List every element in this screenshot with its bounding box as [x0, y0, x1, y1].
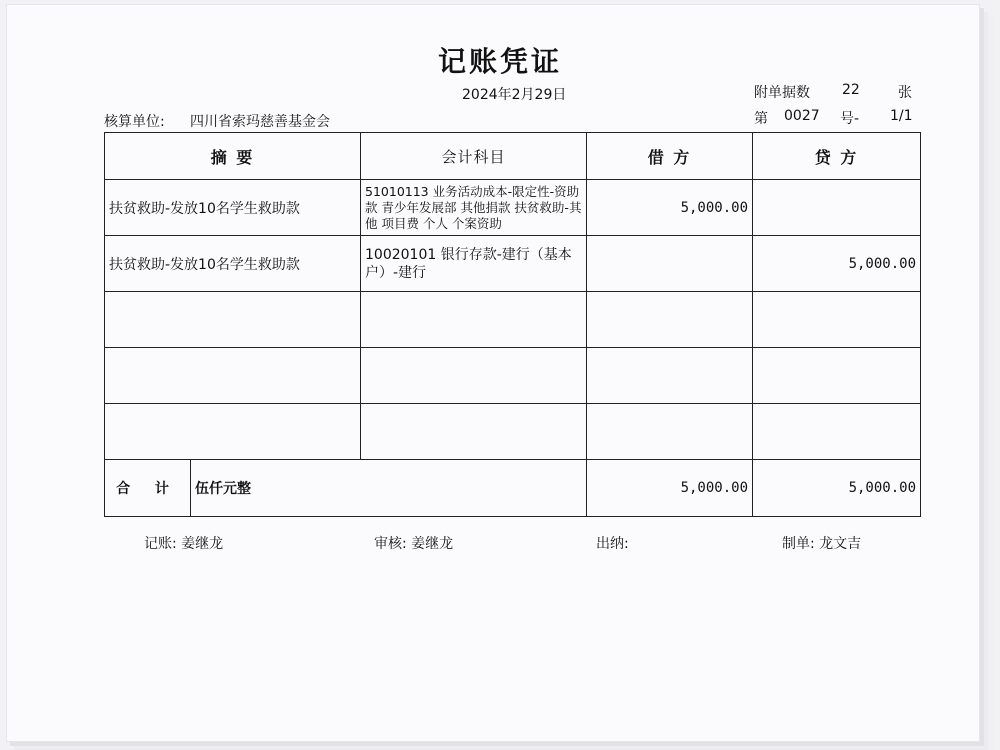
total-label: 合 计	[105, 460, 191, 517]
attachments-label: 附单据数	[754, 85, 810, 101]
header-credit: 贷 方	[753, 133, 921, 180]
voucher-title: 记账凭证	[437, 45, 562, 78]
credit-cell	[753, 348, 921, 404]
org-name: 四川省索玛慈善基金会	[190, 114, 330, 130]
summary-cell: 扶贫救助-发放10名学生救助款	[105, 180, 361, 236]
debit-cell	[587, 404, 753, 460]
table-row	[105, 348, 921, 404]
summary-cell	[105, 348, 361, 404]
table-row	[105, 292, 921, 348]
cashier-signature: 出纳:	[596, 536, 629, 552]
credit-cell	[753, 292, 921, 348]
voucher-number: 0027	[784, 108, 820, 124]
subject-cell: 10020101 银行存款-建行（基本户）-建行	[361, 236, 587, 292]
debit-cell	[587, 348, 753, 404]
voucher-number-prefix: 第	[754, 111, 768, 127]
subject-cell	[361, 292, 587, 348]
voucher-number-suffix: 号-	[840, 111, 860, 127]
voucher-date: 2024年2月29日	[462, 87, 567, 103]
summary-cell: 扶贫救助-发放10名学生救助款	[105, 236, 361, 292]
credit-cell	[753, 404, 921, 460]
debit-cell	[587, 236, 753, 292]
table-row	[105, 236, 921, 292]
debit-cell	[587, 292, 753, 348]
total-in-words: 伍仟元整	[191, 460, 587, 517]
table-header-row	[105, 133, 921, 180]
subject-cell	[361, 348, 587, 404]
table-row	[105, 404, 921, 460]
preparer-signature: 制单: 龙文吉	[782, 536, 862, 552]
header-subject: 会计科目	[361, 133, 587, 180]
summary-cell	[105, 404, 361, 460]
bookkeeper-signature: 记账: 姜继龙	[144, 536, 224, 552]
voucher-table	[104, 132, 921, 517]
org-label: 核算单位:	[104, 114, 165, 130]
summary-cell	[105, 292, 361, 348]
subject-cell	[361, 404, 587, 460]
credit-cell	[753, 180, 921, 236]
reviewer-signature: 审核: 姜继龙	[374, 536, 454, 552]
voucher-page: 1/1	[890, 108, 913, 124]
header-summary: 摘 要	[105, 133, 361, 180]
attachments-count: 22	[842, 82, 860, 98]
total-debit: 5,000.00	[587, 460, 753, 517]
header-debit: 借 方	[587, 133, 753, 180]
total-credit: 5,000.00	[753, 460, 921, 517]
credit-cell: 5,000.00	[753, 236, 921, 292]
total-row	[105, 460, 921, 517]
table-row	[105, 180, 921, 236]
subject-cell: 51010113 业务活动成本-限定性-资助款 青少年发展部 其他捐款 扶贫救助-其他 项目费 个人 个案资助	[361, 180, 587, 236]
attachments-unit: 张	[898, 85, 912, 101]
debit-cell: 5,000.00	[587, 180, 753, 236]
